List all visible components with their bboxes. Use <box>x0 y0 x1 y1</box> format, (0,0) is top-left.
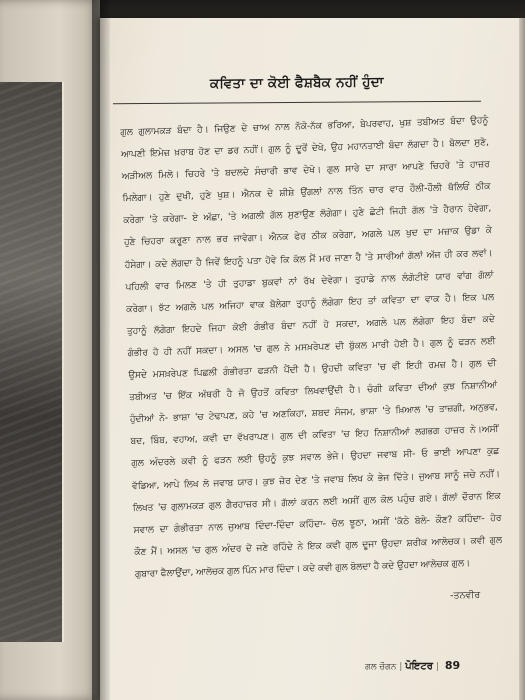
footer-separator: | <box>399 662 403 672</box>
text-line: ਤਬੀਅਤ 'ਚ ਇੱਕ ਅੱਥਰੀ ਹੈ ਜੋ ਉਹਤੋਂ ਕਵਿਤਾ ਲਿਖਵਾਉਂਦੀ ਹੈ। ਚੰਗੀ ਕਵਿਤਾ ਦੀਆਂ ਕੁਝ ਨਿਸ਼ਾਨੀਆਂ <box>128 379 498 403</box>
text-line: ਮਿਲੇਗਾ। ਹੁਣੇ ਦੁਖੀ, ਹੁਣੇ ਖੁਸ਼। ਐਨਕ ਦੇ ਸ਼ੀਸ਼ੇ ਉਂਗਲਾਂ ਨਾਲ ਤਿੰਨ ਚਾਰ ਵਾਰ ਹੌਲੀ-ਹੌਲੀ ਥੱਲਿਓਂ ਠੀਕ <box>122 181 491 205</box>
text-line: ਅੜੀਅਲ ਮਿਲੋ। ਚਿਹਰੇ 'ਤੇ ਬਦਲਦੇ ਸੰਚਾਰੀ ਭਾਵ ਦੇਖੋ। ਗੁਲ ਸਾਰੇ ਦਾ ਸਾਰਾ ਆਪਣੇ ਚਿਹਰੇ 'ਤੇ ਹਾਜ਼ਰ <box>121 158 490 183</box>
footer-left-text: ਗਲ ਚੌਗਨ <box>365 662 397 672</box>
text-line: ਲਿਖਤ 'ਚ ਗੁਲਾਮਕੜ ਗੁਲ ਗੈਰਹਾਜ਼ਰ ਸੀ। ਗੱਲਾਂ ਕਰਨ ਲਈ ਅਸੀਂ ਗੁਲ ਕੋਲ ਪਹੁੰਚ ਗਏ। ਗੱਲਾਂ ਦੌਰਾਨ ਇਕ <box>132 490 501 514</box>
body-text <box>120 109 520 585</box>
text-line: ਬਦ, ਬਿੰਬ, ਵਹਾਅ, ਕਵੀ ਦਾ ਵੱਖਰਾਪਣ। ਗੁਲ ਦੀ ਕਵਿਤਾ 'ਚ ਇਹ ਨਿਸ਼ਾਨੀਆਂ ਲਗਭਗ ਹਾਜ਼ਰ ਨੇ।ਅਸੀਂ <box>130 423 499 448</box>
text-line: ਆਪਣੀ ਇਮੇਜ਼ ਖ਼ਰਾਬ ਹੋਣ ਦਾ ਡਰ ਨਹੀਂ। ਗੁਲ ਨੂੰ ਦੂਰੋਂ ਦੇਖੋ, ਉਹ ਮਹਾਨਤਾਈ ਬੰਦਾ ਲੱਗਦਾ ਹੈ। ਬੋਲਦਾ ਸੁਣੋ, <box>120 136 490 161</box>
text-line: ਉਸਦੇ ਮਸਖ਼ਰੇਪਣ ਪਿਛਲੀ ਗੰਭੀਰਤਾ ਫੜਨੀ ਪੈਂਦੀ ਹੈ। ਉਹਦੀ ਕਵਿਤਾ 'ਚ ਵੀ ਇਹੀ ਰਮਜ਼ ਹੈ। ਗੁਲ ਦੀ <box>128 357 497 381</box>
left-page-photo <box>0 82 64 642</box>
signature: -ਤਨਵੀਰ <box>449 589 481 602</box>
text-line: ਸਵਾਲ ਦਾ ਗੰਭੀਰਤਾ ਨਾਲ ਜੁਆਬ ਦਿੰਦਾ-ਦਿੰਦਾ ਕਹਿੰਦਾ- ਚੱਲ ਝੂਠਾ, ਅਸੀਂ 'ਕੱਠੇ ਬੋਲੇ- ਕੌਣ? ਕਹਿੰਦਾ- ਹੋਰ <box>133 512 502 536</box>
footer-separator: | <box>435 662 439 672</box>
text-line: ਗੁਲ ਗੁਲਾਮਕੜ ਬੰਦਾ ਹੈ। ਜਿਉਣ ਦੇ ਚਾਅ ਨਾਲ ਨੱਕੋ-ਨੱਕ ਭਰਿਆ, ਬੇਪਰਵਾਹ, ਖੁਸ਼ ਤਬੀਅਤ ਬੰਦਾ ਉਹਨੂੰ <box>120 114 489 138</box>
text-line: ਗੁਲ ਅੰਦਰਲੇ ਕਵੀ ਨੂੰ ਫੜਨ ਲਈ ਉਹਨੂੰ ਕੁਝ ਸਵਾਲ ਭੇਜੇ। ਉਹਦਾ ਜਵਾਬ ਸੀ- ਓ ਭਾਈ ਆਪਣਾ ਕੁਛ <box>131 446 500 470</box>
text-line: ਹੁੰਦੀਆਂ ਨੇ- ਭਾਸ਼ਾ 'ਚ ਟੇਢਾਪਣ, ਕਹੇ 'ਚ ਅਣਕਿਹਾ, ਸ਼ਬਦ ਸੰਜਮ, ਭਾਸ਼ਾ 'ਤੇ ਖ਼ਿਆਲ 'ਚ ਤਾਜ਼ਗੀ, ਅਨੁਭਵ, <box>129 401 498 426</box>
text-line: ਕਰੇਗਾ 'ਤੇ ਕਰੇਗਾ- ਏ ਅੱਛਾ, 'ਤੇ ਅਗਲੀ ਗੱਲ ਸੁਣਾਉਣ ਲੱਗੇਗਾ। ਹੁਣੇ ਛੋਟੀ ਜਿਹੀ ਗੱਲ 'ਤੇ ਹੈਰਾਨ ਹੋਵੇਗਾ, <box>123 203 492 227</box>
page-footer <box>365 659 460 672</box>
page-edge-shadow <box>519 18 525 700</box>
text-line: ਹੁਣੇ ਚਿਹਰਾ ਕਰੂਣਾ ਨਾਲ ਭਰ ਜਾਵੇਗਾ। ਐਨਕ ਫੇਰ ਠੀਕ ਕਰੇਗਾ, ਅਗਲੇ ਪਲ ਖੁਦ ਦਾ ਮਜ਼ਾਕ ਉਡਾ ਕੇ <box>123 225 492 249</box>
text-line: ਕੌਣ ਮੈਂ। ਅਸਲ 'ਚ ਗੁਲ ਅੰਦਰ ਦੋ ਜਣੇ ਰਹਿੰਦੇ ਨੇ ਇਕ ਕਵੀ ਗੁਲ ਦੂਜਾ ਉਹਦਾ ਸ਼ਰੀਕ ਆਲੋਚਕ। ਕਵੀ ਗੁਲ <box>134 534 503 558</box>
left-facing-page <box>0 0 100 700</box>
text-line: ਹੱਸੇਗਾ। ਕਦੇ ਲੱਗਦਾ ਹੈ ਜਿਵੇਂ ਇਹਨੂੰ ਪਤਾ ਹੋਵੇ ਕਿ ਕੱਲ ਮੈਂ ਮਰ ਜਾਣਾ ਹੈ 'ਤੇ ਸਾਰੀਆਂ ਗੱਲਾਂ ਅੱਜ ਹੀ ਕਰ ਲਵਾਂ। <box>124 247 493 271</box>
text-line: ਤੁਹਾਨੂੰ ਲੱਗੇਗਾ ਇਹਦੇ ਜਿਹਾ ਕੋਈ ਗੰਭੀਰ ਬੰਦਾ ਨਹੀਂ ਹੋ ਸਕਦਾ, ਅਗਲੇ ਪਲ ਲੱਗੇਗਾ ਇਹ ਬੰਦਾ ਕਦੇ <box>126 313 495 337</box>
footer-brand: ਪੋਇਟਰ <box>405 661 433 672</box>
text-line: ਕਰੇਗਾ। ਝੱਟ ਅਗਲੇ ਪਲ ਅਜਿਹਾ ਵਾਕ ਬੋਲੇਗਾ ਤੁਹਾਨੂੰ ਲੱਗੇਗਾ ਇਹ ਤਾਂ ਕਵਿਤਾ ਦਾ ਵਾਕ ਹੈ। ਇਕ ਪਲ <box>126 291 495 315</box>
book-spine-shadow <box>92 0 110 700</box>
text-line: ਪਹਿਲੀ ਵਾਰ ਮਿਲਣ 'ਤੇ ਹੀ ਤੁਹਾਡਾ ਬੁਕਵਾਂ ਨਾਂ ਰੱਖ ਦੇਵੇਗਾ। ਤੁਹਾਡੇ ਨਾਲ ਲੰਗੋਟੀਏ ਯਾਰ ਵਾਂਗ ਗੱਲਾਂ <box>125 269 494 293</box>
running-head: ਕਵਿਤਾ ਦਾ ਕੋਈ ਫੈਸ਼ਬੈਕ ਨਹੀਂ ਹੁੰਦਾ <box>209 74 384 92</box>
text-line: ਵੱਡਿਆ, ਆਪੇ ਲਿਖ ਲੋ ਜਵਾਬ ਯਾਰ। ਕੁਝ ਜ਼ੋਰ ਦੇਣ 'ਤੇ ਜਵਾਬ ਲਿਖ ਕੇ ਭੇਜ ਦਿੱਤੇ। ਜੁਆਬ ਸਾਨੂੰ ਜਚੇ ਨਹੀਂ। <box>131 468 501 492</box>
text-line: ਗੁਬਾਰਾ ਫੈਲਾਉਂਦਾ, ਆਲੋਚਕ ਗੁਲ ਪਿੰਨ ਮਾਰ ਦਿੰਦਾ। ਕਦੇ ਕਵੀ ਗੁਲ ਬੋਲਦਾ ਹੈ ਕਦੇ ਉਹਦਾ ਆਲੋਚਕ ਗੁਲ। <box>134 557 471 580</box>
text-line: ਗੰਭੀਰ ਹੋ ਹੀ ਨਹੀਂ ਸਕਦਾ। ਅਸਲ 'ਚ ਗੁਲ ਨੇ ਮਸਖ਼ਰੇਪਣ ਦੀ ਬੁੱਕਲ ਮਾਰੀ ਹੋਈ ਹੈ। ਗੁਲ ਨੂੰ ਫੜਨ ਲਈ <box>127 335 496 359</box>
page-number: 89 <box>444 659 461 672</box>
